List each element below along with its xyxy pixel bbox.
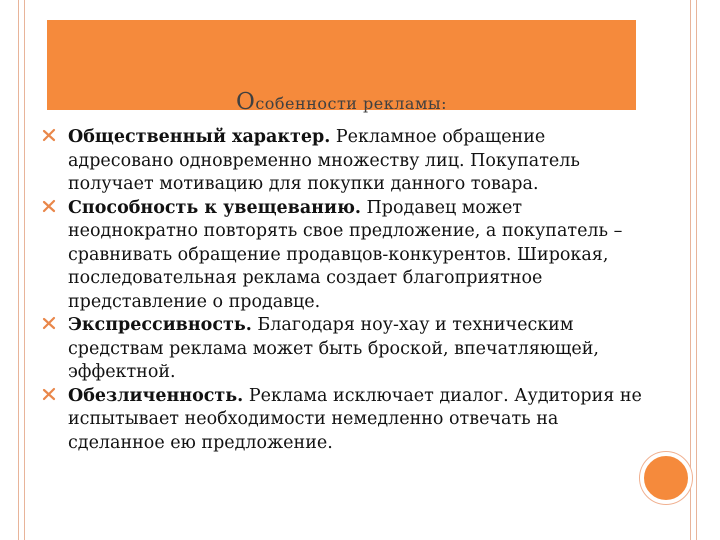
title-rest: собенности рекламы:: [255, 94, 448, 113]
bullet-term: Способность к увещеванию.: [68, 197, 361, 218]
x-mark-bullet-icon: [42, 316, 56, 330]
bullet-description: Продавец может неоднократно повторять свое предложение, а покупатель – сравнивать обращение продавцов-конкурентов. Широкая, последовательная реклама создает благоприятное представление о продавце.: [68, 197, 623, 312]
bullet-text: [68, 197, 642, 315]
bullet-description: Рекламное обращение адресовано одновременно множеству лиц. Покупатель получает мотивацию для покупки данного товара.: [68, 127, 580, 194]
bullet-term: Экспрессивность.: [68, 315, 252, 335]
bullet-text: [68, 385, 642, 456]
bullet-item: [42, 197, 642, 315]
bullet-term: Обезличенность.: [68, 385, 244, 406]
bullet-item: [42, 314, 642, 385]
x-mark-bullet-icon: [42, 199, 56, 213]
bullet-item: [42, 126, 642, 197]
right-border-line-inner: [690, 0, 691, 540]
orange-circle-decoration: [640, 452, 692, 504]
right-border-line: [696, 0, 697, 540]
title-first-letter: О: [235, 89, 256, 115]
bullet-item: [42, 385, 642, 456]
bullet-list: [42, 126, 642, 455]
x-mark-bullet-icon: [42, 387, 56, 401]
left-border-line: [18, 0, 19, 540]
x-mark-bullet-icon: [42, 128, 56, 142]
bullet-term: Общественный характер.: [68, 127, 331, 147]
bullet-text: [68, 314, 642, 385]
bullet-text: [68, 126, 642, 197]
title-banner: [47, 20, 636, 115]
bullet-description: Благодаря ноу-хау и техническим средствам реклама может быть броской, впечатляющей, эффектной.: [68, 315, 599, 382]
bullet-description: Реклама исключает диалог. Аудитория не испытывает необходимости немедленно отвечать на сделанное ею предложение.: [68, 385, 642, 453]
left-border-line-inner: [24, 0, 25, 540]
slide-title: [47, 89, 636, 115]
